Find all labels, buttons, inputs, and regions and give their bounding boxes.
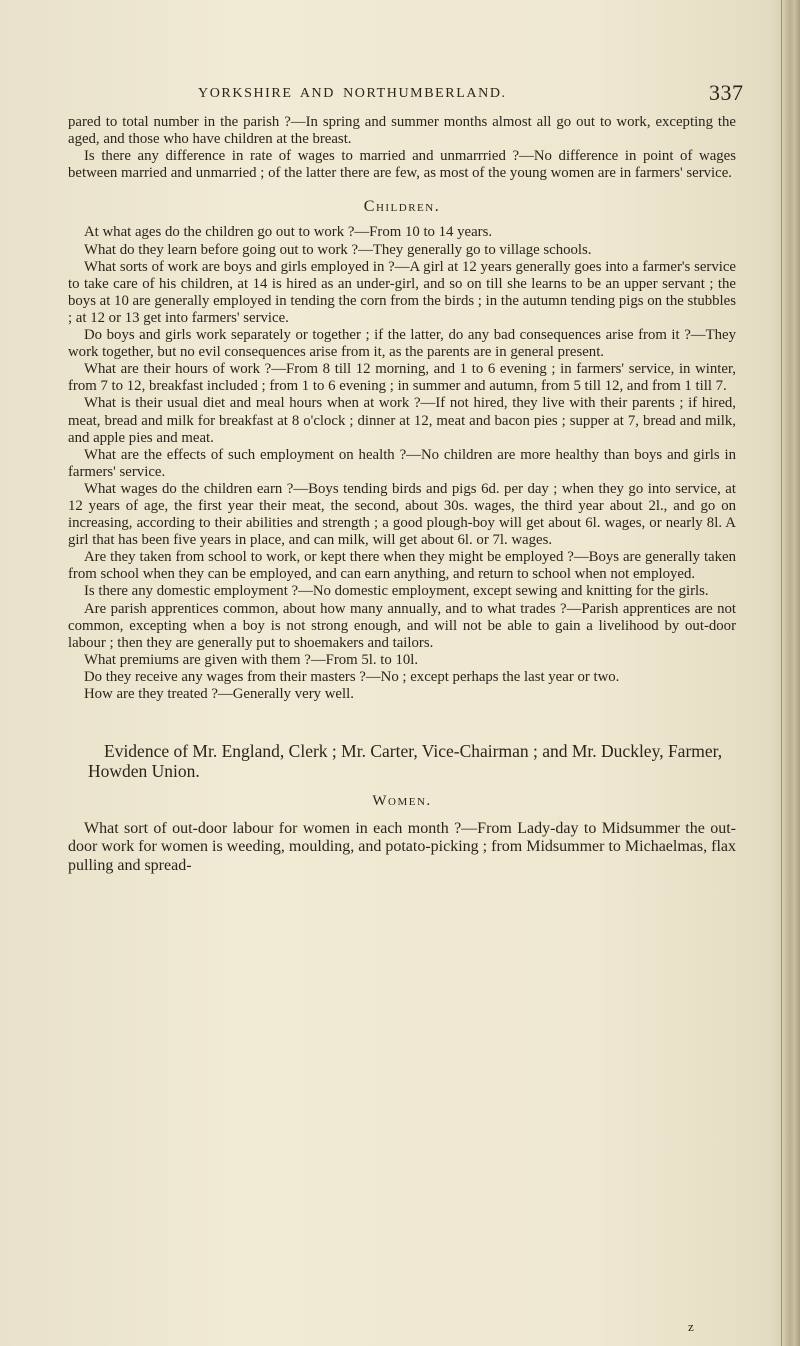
paragraph: pared to total number in the parish ?—In spring and summer months almost all go out to work, excepting the aged, and those who have children at the breast. bbox=[68, 114, 736, 148]
paragraph: What premiums are given with them ?—From 5l. to 10l. bbox=[84, 651, 419, 668]
paragraph: At what ages do the children go out to work ?—From 10 to 14 years. bbox=[84, 224, 493, 241]
paragraph: What sort of out-door labour for women in each month ?—From Lady-day to Midsummer the out-door work for women is weeding, moulding, and potato-picking ; from Midsummer to Michaelmas, flax pulling and spread- bbox=[68, 820, 736, 874]
paragraph: What is their usual diet and meal hours when at work ?—If not hired, they live with their parents ; if hired, meat, bread and milk for breakfast at 8 o'clock ; dinner at 12, meat and bacon pies ; supper at 7, bread and milk, and apple pies and meat. bbox=[68, 395, 736, 446]
section-heading-women: Women. bbox=[372, 793, 432, 810]
paragraph: Are parish apprentices common, about how many annually, and to what trades ?—Parish apprentices are not common, excepting when a boy is not strong enough, and will not be able to gain a livelihood by out-door labour ; then they are generally put to shoemakers and tailors. bbox=[68, 600, 736, 651]
paragraph: What are their hours of work ?—From 8 till 12 morning, and 1 to 6 evening ; in farmers' service, in winter, from 7 to 12, breakfast included ; from 1 to 6 evening ; in summer and autumn, from 5 till 12, and from 1 till 7. bbox=[68, 361, 736, 395]
paragraph: What sorts of work are boys and girls employed in ?—A girl at 12 years generally goes into a farmer's service to take care of his children, at 14 is hired as an under-girl, and so on till she learns to be an upper servant ; the boys at 10 are generally employed in tending the corn from the birds ; in the autumn tending pigs on the stubbles ; at 12 or 13 get into farmers' service. bbox=[68, 258, 736, 326]
body-text bbox=[68, 114, 736, 875]
evidence-line: Evidence of Mr. England, Clerk ; Mr. Carter, Vice-Chairman ; and Mr. Duckley, Farmer, Howden Union. bbox=[88, 741, 723, 782]
women-section bbox=[68, 820, 736, 875]
page-binding-edge bbox=[781, 0, 800, 1346]
paragraph: How are they treated ?—Generally very well. bbox=[84, 686, 354, 702]
paragraph: Do boys and girls work separately or together ; if the latter, do any bad consequences arise from it ?—They work together, but no evil consequences arise from it, as the parents are in general present. bbox=[68, 327, 736, 361]
paragraph: Is there any difference in rate of wages to married and unmarrried ?—No difference in point of wages between married and unmarried ; of the latter there are few, as most of the young women are in farmers' service. bbox=[68, 148, 736, 182]
page-number: 337 bbox=[709, 80, 744, 105]
paragraph: Are they taken from school to work, or kept there when they might be employed ?—Boys are generally taken from school when they can be employed, and can earn anything, and return to school when not employed. bbox=[68, 549, 736, 583]
paragraph: What wages do the children earn ?—Boys tending birds and pigs 6d. per day ; when they go into service, at 12 years of age, the first year their meat, the second, about 30s. wages, the third year about 2l., and go on increasing, according to their abilities and strength ; a good plough-boy will get about 6l. wages, or nearly 8l. A girl that has been five years in place, and can milk, will get about 6l. or 7l. wages. bbox=[68, 480, 736, 549]
section-heading-children: Children. bbox=[363, 198, 441, 216]
paragraph: What are the effects of such employment on health ?—No children are more healthy than boys and girls in farmers' service. bbox=[68, 446, 736, 480]
section-gap bbox=[68, 703, 736, 741]
paragraph: Is there any domestic employment ?—No domestic employment, except sewing and knitting for the girls. bbox=[84, 583, 709, 600]
paragraph: Do they receive any wages from their masters ?—No ; except perhaps the last year or two. bbox=[84, 668, 620, 685]
running-head-title: YORKSHIRE AND NORTHUMBERLAND. bbox=[198, 86, 507, 101]
paragraph: What do they learn before going out to work ?—They generally go to village schools. bbox=[84, 241, 592, 258]
signature-mark: z bbox=[688, 1319, 694, 1334]
